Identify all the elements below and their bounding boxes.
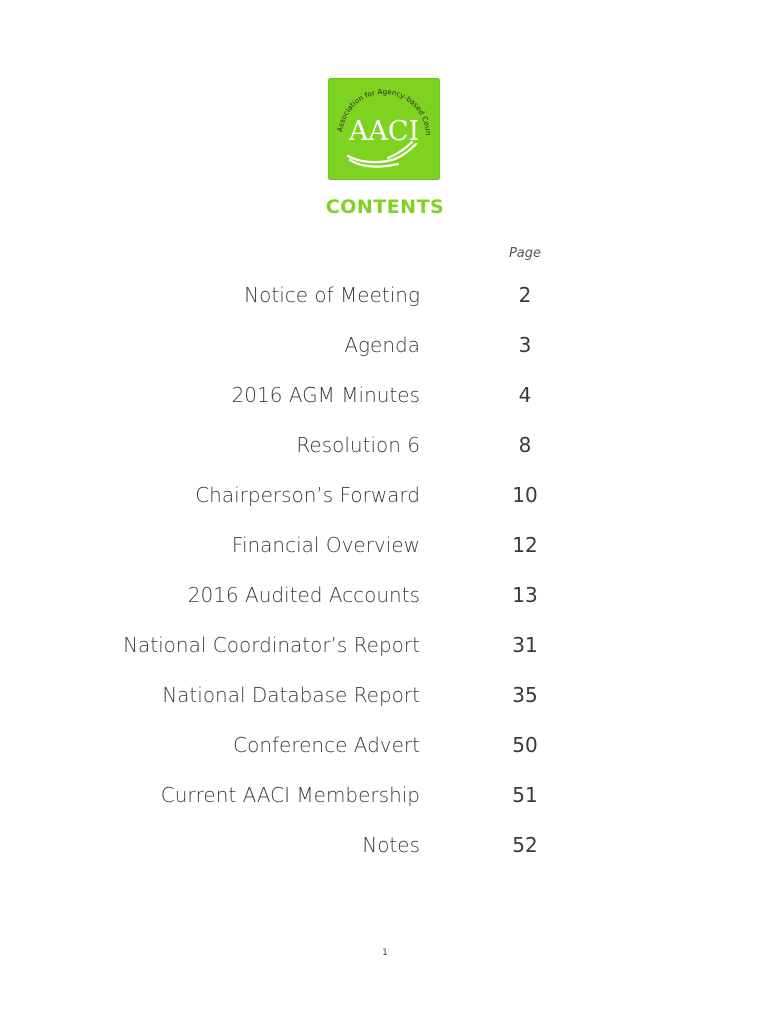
toc-entry-page: 13 xyxy=(512,583,538,607)
toc-entry-label: Chairperson’s Forward xyxy=(195,483,420,507)
toc-entry-label: Financial Overview xyxy=(231,533,420,557)
contents-title: CONTENTS xyxy=(325,196,445,218)
table-of-contents xyxy=(0,279,770,879)
toc-entry-page: 3 xyxy=(518,333,532,357)
toc-entry-label: Agenda xyxy=(344,333,420,357)
toc-entry-page: 10 xyxy=(512,483,538,507)
toc-row xyxy=(0,329,770,379)
aaci-logo-graphic xyxy=(328,78,440,180)
toc-entry-label: 2016 Audited Accounts xyxy=(187,583,420,607)
toc-row xyxy=(0,579,770,629)
toc-entry-page: 52 xyxy=(512,833,538,857)
toc-entry-page: 50 xyxy=(512,733,538,757)
toc-entry-label: National Coordinator’s Report xyxy=(123,633,420,657)
logo-acronym: AACI xyxy=(348,116,420,147)
toc-entry-page: 31 xyxy=(512,633,538,657)
toc-entry-label: Notice of Meeting xyxy=(244,283,420,307)
toc-row xyxy=(0,729,770,779)
toc-entry-label: National Database Report xyxy=(162,683,420,707)
toc-entry-page: 35 xyxy=(512,683,538,707)
toc-row xyxy=(0,529,770,579)
toc-row xyxy=(0,629,770,679)
toc-row xyxy=(0,779,770,829)
page-column-label: Page xyxy=(508,246,542,261)
toc-row xyxy=(0,479,770,529)
toc-row xyxy=(0,279,770,329)
toc-entry-page: 2 xyxy=(518,283,532,307)
toc-entry-page: 8 xyxy=(518,433,532,457)
toc-row xyxy=(0,429,770,479)
toc-row xyxy=(0,379,770,429)
aaci-logo xyxy=(328,78,440,180)
toc-entry-page: 12 xyxy=(512,533,538,557)
toc-entry-label: Current AACI Membership xyxy=(160,783,420,807)
logo-arc-text: Association for Agency-based Coun xyxy=(335,86,434,136)
footer-page-number: 1 xyxy=(382,948,388,958)
toc-entry-page: 4 xyxy=(518,383,532,407)
toc-entry-page: 51 xyxy=(512,783,538,807)
toc-row xyxy=(0,829,770,879)
toc-entry-label: Notes xyxy=(362,833,420,857)
toc-entry-label: Resolution 6 xyxy=(296,433,420,457)
toc-entry-label: Conference Advert xyxy=(233,733,420,757)
toc-row xyxy=(0,679,770,729)
toc-entry-label: 2016 AGM Minutes xyxy=(231,383,420,407)
